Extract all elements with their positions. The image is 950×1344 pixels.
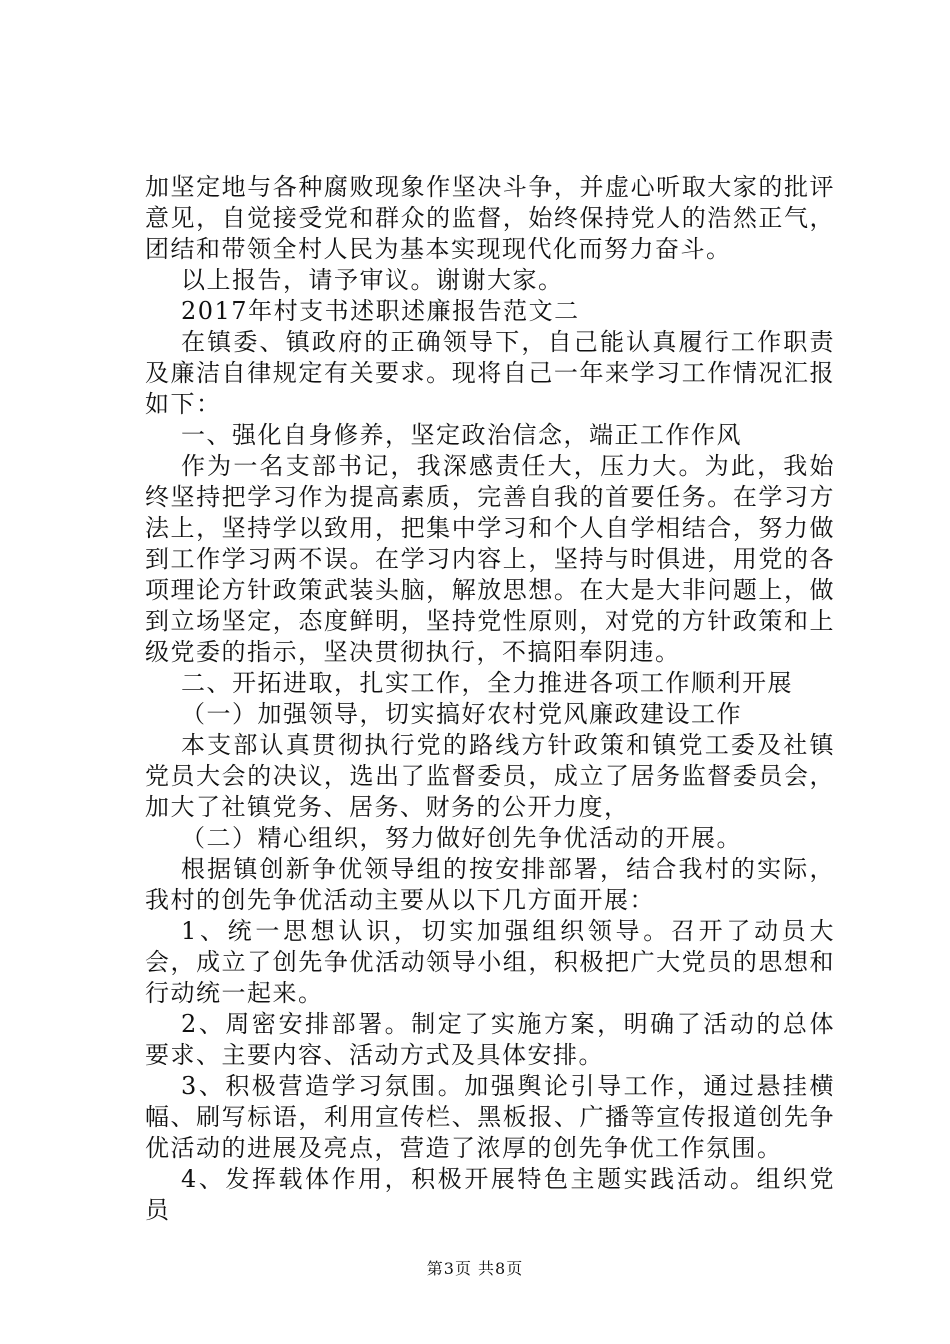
- paragraph: 加坚定地与各种腐败现象作坚决斗争，并虚心听取大家的批评意见，自觉接受党和群众的监督，始终保持党人的浩然正气，团结和带领全村人民为基本实现现代化而努力奋斗。: [145, 173, 835, 263]
- paragraph: （一）加强领导，切实搞好农村党风廉政建设工作: [181, 700, 742, 728]
- paragraph: 4、发挥载体作用，积极开展特色主题实践活动。组织党员: [145, 1165, 835, 1224]
- paragraph: 2、周密安排部署。制定了实施方案，明确了活动的总体要求、主要内容、活动方式及具体安排。: [145, 1010, 835, 1069]
- paragraph: 一、强化自身修养，坚定政治信念，端正工作作风: [181, 421, 742, 449]
- page-number-footer: 第3页 共8页: [426, 1259, 524, 1278]
- paragraph: 1、统一思想认识，切实加强组织领导。召开了动员大会，成立了创先争优活动领导小组，积极把广大党员的思想和行动统一起来。: [145, 917, 835, 1007]
- document-body: [145, 172, 835, 1226]
- paragraph: 3、积极营造学习氛围。加强舆论引导工作，通过悬挂横幅、刷写标语，利用宣传栏、黑板报、广播等宣传报道创先争优活动的进展及亮点，营造了浓厚的创先争优工作氛围。: [145, 1072, 835, 1162]
- paragraph: 根据镇创新争优领导组的按安排部署，结合我村的实际，我村的创先争优活动主要从以下几方面开展：: [145, 855, 835, 914]
- paragraph: 二、开拓进取，扎实工作，全力推进各项工作顺利开展: [181, 669, 793, 697]
- paragraph: （二）精心组织，努力做好创先争优活动的开展。: [181, 824, 742, 852]
- paragraph: 2017年村支书述职述廉报告范文二: [181, 297, 580, 325]
- paragraph: 在镇委、镇政府的正确领导下，自己能认真履行工作职责及廉洁自律规定有关要求。现将自己一年来学习工作情况汇报如下：: [145, 328, 835, 418]
- paragraph: 本支部认真贯彻执行党的路线方针政策和镇党工委及社镇党员大会的决议，选出了监督委员，成立了居务监督委员会，加大了社镇党务、居务、财务的公开力度，: [145, 731, 835, 821]
- paragraph: 作为一名支部书记，我深感责任大，压力大。为此，我始终坚持把学习作为提高素质，完善自我的首要任务。在学习方法上，坚持学以致用，把集中学习和个人自学相结合，努力做到工作学习两不误。在学习内容上，坚持与时俱进，用党的各项理论方针政策武装头脑，解放思想。在大是大非问题上，做到立场坚定，态度鲜明，坚持党性原则，对党的方针政策和上级党委的指示，坚决贯彻执行，不搞阳奉阴违。: [145, 452, 835, 666]
- paragraph: 以上报告，请予审议。谢谢大家。: [181, 266, 564, 294]
